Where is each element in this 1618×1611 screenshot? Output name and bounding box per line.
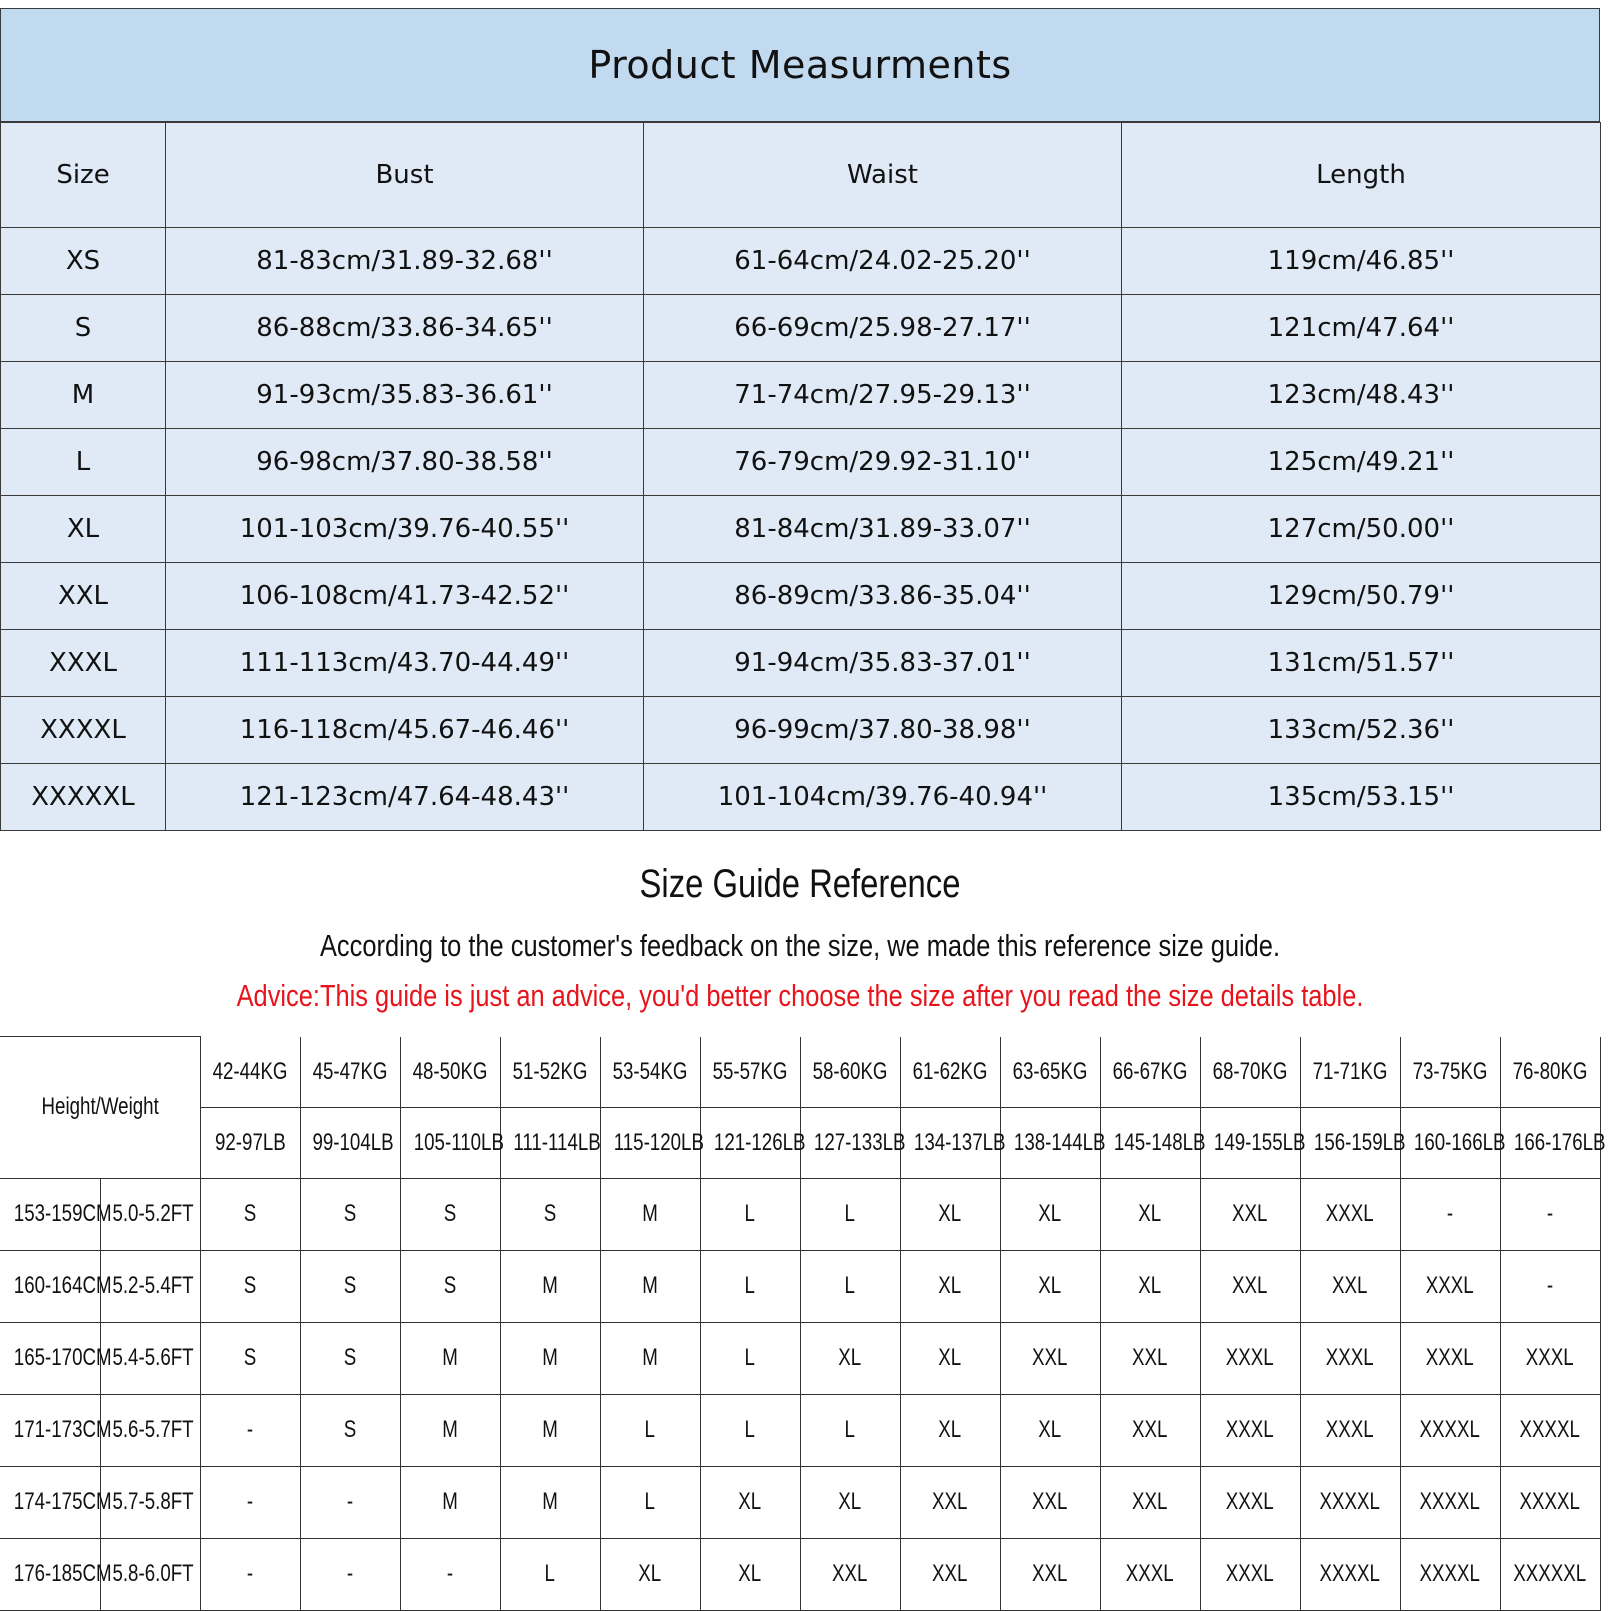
measurement-row [1, 697, 1601, 764]
measurement-cell-size: M [1, 362, 166, 429]
height-ft-cell: 5.7-5.8FT [100, 1466, 200, 1538]
size-cell: S [300, 1250, 400, 1322]
measurement-cell-waist: 86-89cm/33.86-35.04'' [644, 563, 1122, 630]
size-cell: XXL [800, 1538, 900, 1610]
size-cell: XXXL [1300, 1178, 1400, 1250]
size-cell: XL [1000, 1394, 1100, 1466]
measurement-row [1, 362, 1601, 429]
size-guide-title: Size Guide Reference [639, 862, 961, 906]
measurement-cell-bust: 106-108cm/41.73-42.52'' [166, 563, 644, 630]
measurement-row [1, 228, 1601, 295]
measurement-cell-length: 135cm/53.15'' [1122, 764, 1601, 831]
size-cell: S [500, 1178, 600, 1250]
size-cell: M [400, 1322, 500, 1394]
measurement-row [1, 429, 1601, 496]
size-cell: L [700, 1322, 800, 1394]
measurement-row [1, 764, 1601, 831]
measurement-cell-size: S [1, 295, 166, 362]
measurement-cell-length: 131cm/51.57'' [1122, 630, 1601, 697]
size-cell: - [200, 1466, 300, 1538]
measurement-cell-size: XL [1, 496, 166, 563]
weight-lb-cell: 138-144LB [1000, 1107, 1100, 1178]
size-cell: XXXXL [1400, 1394, 1500, 1466]
size-cell: XXL [1200, 1178, 1300, 1250]
weight-kg-cell: 58-60KG [800, 1037, 900, 1108]
measurement-cell-size: L [1, 429, 166, 496]
weight-kg-cell: 53-54KG [600, 1037, 700, 1108]
weight-kg-cell: 63-65KG [1000, 1037, 1100, 1108]
size-cell: - [400, 1538, 500, 1610]
size-cell: XXL [1000, 1538, 1100, 1610]
size-cell: XXL [1300, 1250, 1400, 1322]
measurements-section [0, 8, 1600, 844]
height-row [0, 1394, 1600, 1466]
measurement-cell-size: XXL [1, 563, 166, 630]
measurement-cell-bust: 121-123cm/47.64-48.43'' [166, 764, 644, 831]
height-ft-cell: 5.8-6.0FT [100, 1538, 200, 1610]
measurement-cell-waist: 76-79cm/29.92-31.10'' [644, 429, 1122, 496]
weight-lb-cell: 166-176LB [1500, 1107, 1600, 1178]
header-size: Size [1, 123, 166, 228]
height-cm-cell: 174-175CM [0, 1466, 100, 1538]
weight-lb-cell: 127-133LB [800, 1107, 900, 1178]
measurement-cell-waist: 101-104cm/39.76-40.94'' [644, 764, 1122, 831]
size-cell: XXXL [1400, 1322, 1500, 1394]
size-cell: XXXXL [1400, 1538, 1500, 1610]
size-cell: S [200, 1322, 300, 1394]
size-cell: - [200, 1394, 300, 1466]
size-cell: L [500, 1538, 600, 1610]
size-guide-subtitle: According to the customer's feedback on the size, we made this reference size guide. [319, 928, 1281, 963]
size-cell: XL [900, 1178, 1000, 1250]
height-ft-cell: 5.6-5.7FT [100, 1394, 200, 1466]
size-cell: XXL [1100, 1322, 1200, 1394]
weight-kg-cell: 71-71KG [1300, 1037, 1400, 1108]
measurements-table [0, 122, 1601, 831]
weight-kg-cell: 51-52KG [500, 1037, 600, 1108]
measurement-cell-bust: 116-118cm/45.67-46.46'' [166, 697, 644, 764]
size-cell: XXL [1000, 1466, 1100, 1538]
size-cell: L [700, 1250, 800, 1322]
size-cell: XL [700, 1538, 800, 1610]
weight-kg-cell: 55-57KG [700, 1037, 800, 1108]
weight-kg-cell: 68-70KG [1200, 1037, 1300, 1108]
size-cell: XL [1100, 1178, 1200, 1250]
size-cell: S [200, 1178, 300, 1250]
size-cell: XL [800, 1466, 900, 1538]
height-cm-cell: 160-164CM [0, 1250, 100, 1322]
size-cell: XXL [900, 1538, 1000, 1610]
height-cm-cell: 165-170CM [0, 1322, 100, 1394]
size-cell: XL [800, 1322, 900, 1394]
size-cell: XL [900, 1394, 1000, 1466]
size-cell: XXXL [1200, 1394, 1300, 1466]
size-cell: M [500, 1250, 600, 1322]
measurement-row [1, 563, 1601, 630]
height-row [0, 1250, 1600, 1322]
size-guide-advice: Advice:This guide is just an advice, you'd better choose the size after you read the size details table. [236, 978, 1364, 1013]
weight-lb-cell: 115-120LB [600, 1107, 700, 1178]
size-cell: XXXXL [1300, 1466, 1400, 1538]
height-row [0, 1466, 1600, 1538]
size-cell: L [600, 1466, 700, 1538]
size-cell: - [300, 1538, 400, 1610]
measurement-cell-waist: 66-69cm/25.98-27.17'' [644, 295, 1122, 362]
height-ft-cell: 5.0-5.2FT [100, 1178, 200, 1250]
weight-lb-cell: 156-159LB [1300, 1107, 1400, 1178]
measurement-cell-length: 127cm/50.00'' [1122, 496, 1601, 563]
size-cell: - [200, 1538, 300, 1610]
height-row [0, 1322, 1600, 1394]
size-guide-table [0, 1036, 1606, 1611]
size-cell: XXL [1100, 1394, 1200, 1466]
size-cell: M [500, 1322, 600, 1394]
measurements-title: Product Measurments [0, 8, 1600, 122]
weight-lb-row [0, 1107, 1600, 1178]
size-cell: L [700, 1178, 800, 1250]
size-cell: XXXL [1200, 1538, 1300, 1610]
height-ft-cell: 5.4-5.6FT [100, 1322, 200, 1394]
measurement-cell-size: XS [1, 228, 166, 295]
size-cell: M [500, 1394, 600, 1466]
measurement-cell-waist: 91-94cm/35.83-37.01'' [644, 630, 1122, 697]
size-cell: M [600, 1322, 700, 1394]
weight-lb-cell: 121-126LB [700, 1107, 800, 1178]
measurement-cell-waist: 81-84cm/31.89-33.07'' [644, 496, 1122, 563]
size-cell: - [1400, 1178, 1500, 1250]
measurement-cell-bust: 101-103cm/39.76-40.55'' [166, 496, 644, 563]
size-cell: XXXL [1500, 1322, 1600, 1394]
height-ft-cell: 5.2-5.4FT [100, 1250, 200, 1322]
size-cell: M [600, 1250, 700, 1322]
size-cell: XL [600, 1538, 700, 1610]
size-cell: XXXXL [1500, 1394, 1600, 1466]
measurement-row [1, 295, 1601, 362]
weight-lb-cell: 111-114LB [500, 1107, 600, 1178]
height-cm-cell: 171-173CM [0, 1394, 100, 1466]
size-cell: M [400, 1466, 500, 1538]
size-cell: L [800, 1394, 900, 1466]
size-cell: S [300, 1178, 400, 1250]
size-cell: - [1500, 1178, 1600, 1250]
weight-kg-row [0, 1037, 1600, 1108]
weight-kg-cell: 42-44KG [200, 1037, 300, 1108]
measurement-cell-size: XXXXXL [1, 764, 166, 831]
size-cell: XXXL [1300, 1394, 1400, 1466]
measurement-cell-length: 133cm/52.36'' [1122, 697, 1601, 764]
size-cell: S [400, 1250, 500, 1322]
size-cell: S [300, 1322, 400, 1394]
measurement-cell-size: XXXXL [1, 697, 166, 764]
size-cell: XXXXXL [1500, 1538, 1600, 1610]
size-cell: L [800, 1178, 900, 1250]
weight-kg-cell: 45-47KG [300, 1037, 400, 1108]
size-cell: XL [900, 1250, 1000, 1322]
size-cell: XL [900, 1322, 1000, 1394]
measurement-cell-waist: 71-74cm/27.95-29.13'' [644, 362, 1122, 429]
measurement-cell-length: 123cm/48.43'' [1122, 362, 1601, 429]
height-cm-cell: 153-159CM [0, 1178, 100, 1250]
measurement-cell-length: 125cm/49.21'' [1122, 429, 1601, 496]
weight-kg-cell: 61-62KG [900, 1037, 1000, 1108]
size-cell: L [800, 1250, 900, 1322]
size-cell: XL [1100, 1250, 1200, 1322]
size-cell: S [200, 1250, 300, 1322]
measurements-header-row [1, 123, 1601, 228]
measurement-cell-waist: 61-64cm/24.02-25.20'' [644, 228, 1122, 295]
weight-lb-cell: 145-148LB [1100, 1107, 1200, 1178]
weight-kg-cell: 73-75KG [1400, 1037, 1500, 1108]
size-cell: L [600, 1394, 700, 1466]
measurement-cell-bust: 91-93cm/35.83-36.61'' [166, 362, 644, 429]
weight-lb-cell: 160-166LB [1400, 1107, 1500, 1178]
size-cell: XL [1000, 1178, 1100, 1250]
height-weight-label: Height/Weight [0, 1037, 200, 1179]
measurement-cell-bust: 111-113cm/43.70-44.49'' [166, 630, 644, 697]
weight-lb-cell: 99-104LB [300, 1107, 400, 1178]
size-cell: XXXL [1100, 1538, 1200, 1610]
measurement-cell-bust: 81-83cm/31.89-32.68'' [166, 228, 644, 295]
size-cell: XXXL [1200, 1466, 1300, 1538]
weight-lb-cell: 134-137LB [900, 1107, 1000, 1178]
size-cell: M [600, 1178, 700, 1250]
measurement-cell-bust: 96-98cm/37.80-38.58'' [166, 429, 644, 496]
weight-kg-cell: 66-67KG [1100, 1037, 1200, 1108]
size-cell: L [700, 1394, 800, 1466]
size-cell: M [400, 1394, 500, 1466]
measurement-cell-length: 121cm/47.64'' [1122, 295, 1601, 362]
weight-kg-cell: 76-80KG [1500, 1037, 1600, 1108]
header-bust: Bust [166, 123, 644, 228]
size-guide-header [0, 848, 1600, 1034]
size-cell: - [300, 1466, 400, 1538]
height-row [0, 1178, 1600, 1250]
size-cell: XXL [1200, 1250, 1300, 1322]
measurement-cell-bust: 86-88cm/33.86-34.65'' [166, 295, 644, 362]
size-cell: XXL [1000, 1322, 1100, 1394]
size-cell: S [400, 1178, 500, 1250]
measurement-cell-length: 129cm/50.79'' [1122, 563, 1601, 630]
size-cell: M [500, 1466, 600, 1538]
weight-kg-cell: 48-50KG [400, 1037, 500, 1108]
size-cell: XXXL [1300, 1322, 1400, 1394]
size-cell: S [300, 1394, 400, 1466]
measurement-row [1, 630, 1601, 697]
measurement-row [1, 496, 1601, 563]
size-cell: XXXXL [1300, 1538, 1400, 1610]
measurement-cell-waist: 96-99cm/37.80-38.98'' [644, 697, 1122, 764]
header-length: Length [1122, 123, 1601, 228]
size-cell: XXXXL [1500, 1466, 1600, 1538]
size-cell: XXXL [1200, 1322, 1300, 1394]
weight-lb-cell: 149-155LB [1200, 1107, 1300, 1178]
weight-lb-cell: 92-97LB [200, 1107, 300, 1178]
size-cell: - [1500, 1250, 1600, 1322]
measurement-cell-size: XXXL [1, 630, 166, 697]
size-cell: XL [1000, 1250, 1100, 1322]
weight-lb-cell: 105-110LB [400, 1107, 500, 1178]
size-cell: XXXXL [1400, 1466, 1500, 1538]
size-cell: XXXL [1400, 1250, 1500, 1322]
size-cell: XXL [900, 1466, 1000, 1538]
height-row [0, 1538, 1600, 1610]
size-cell: XXL [1100, 1466, 1200, 1538]
measurement-cell-length: 119cm/46.85'' [1122, 228, 1601, 295]
size-cell: XL [700, 1466, 800, 1538]
height-cm-cell: 176-185CM [0, 1538, 100, 1610]
header-waist: Waist [644, 123, 1122, 228]
